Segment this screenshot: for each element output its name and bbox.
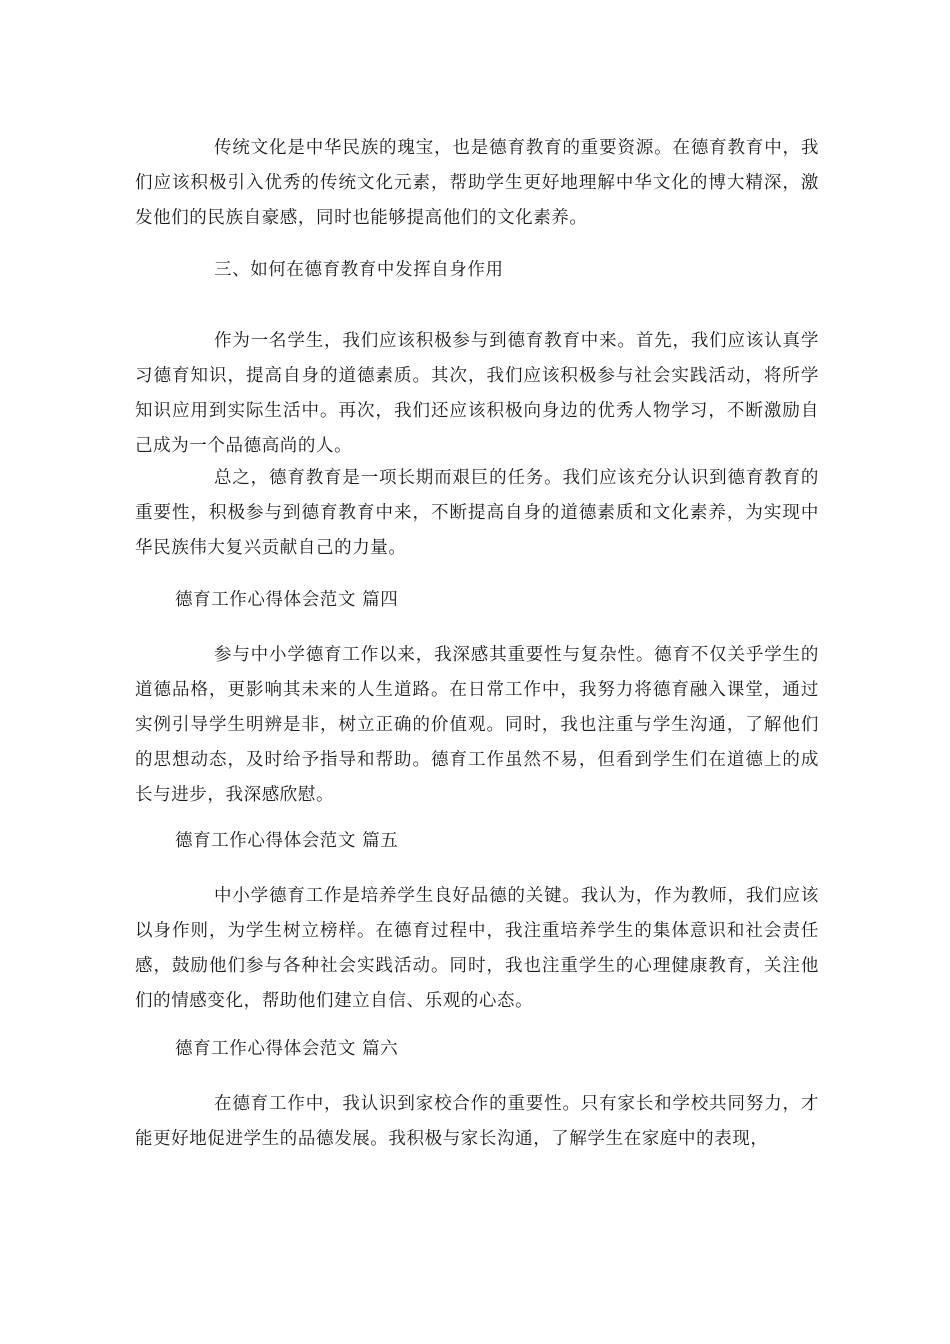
- paragraph-article-five: 中小学德育工作是培养学生良好品德的关键。我认为，作为教师，我们应该以身作则，为学生树立榜样。在德育过程中，我注重培养学生的集体意识和社会责任感，鼓励他们参与各种社会实践活动。同时，我也注重学生的心理健康教育，关注他们的情感变化，帮助他们建立自信、乐观的心态。: [135, 886, 819, 1011]
- paragraph-conclusion: 总之，德育教育是一项长期而艰巨的任务。我们应该充分认识到德育教育的重要性，积极参与到德育教育中来，不断提高自身的道德素质和文化素养，为实现中华民族伟大复兴贡献自己的力量。: [135, 468, 819, 558]
- paragraph-student-role: 作为一名学生，我们应该积极参与到德育教育中来。首先，我们应该认真学习德育知识，提高自身的道德素质。其次，我们应该积极参与社会实践活动，将所学知识应用到实际生活中。再次，我们还应该积极向身边的优秀人物学习，不断激励自己成为一个品德高尚的人。: [135, 331, 819, 456]
- heading-article-five: 德育工作心得体会范文 篇五: [175, 831, 399, 851]
- section-heading-three: 三、如何在德育教育中发挥自身作用: [214, 260, 504, 280]
- paragraph-traditional-culture: 传统文化是中华民族的瑰宝，也是德育教育的重要资源。在德育教育中，我们应该积极引入优秀的传统文化元素，帮助学生更好地理解中华文化的博大精深，激发他们的民族自豪感，同时也能够提高他们的文化素养。: [135, 138, 819, 228]
- paragraph-article-six: 在德育工作中，我认识到家校合作的重要性。只有家长和学校共同努力，才能更好地促进学生的品德发展。我积极与家长沟通，了解学生在家庭中的表现，: [135, 1094, 819, 1149]
- heading-article-four: 德育工作心得体会范文 篇四: [175, 590, 399, 610]
- paragraph-article-four: 参与中小学德育工作以来，我深感其重要性与复杂性。德育不仅关乎学生的道德品格，更影响其未来的人生道路。在日常工作中，我努力将德育融入课堂，通过实例引导学生明辨是非，树立正确的价值观。同时，我也注重与学生沟通，了解他们的思想动态，及时给予指导和帮助。德育工作虽然不易，但看到学生们在道德上的成长与进步，我深感欣慰。: [135, 645, 819, 805]
- heading-article-six: 德育工作心得体会范文 篇六: [175, 1039, 399, 1059]
